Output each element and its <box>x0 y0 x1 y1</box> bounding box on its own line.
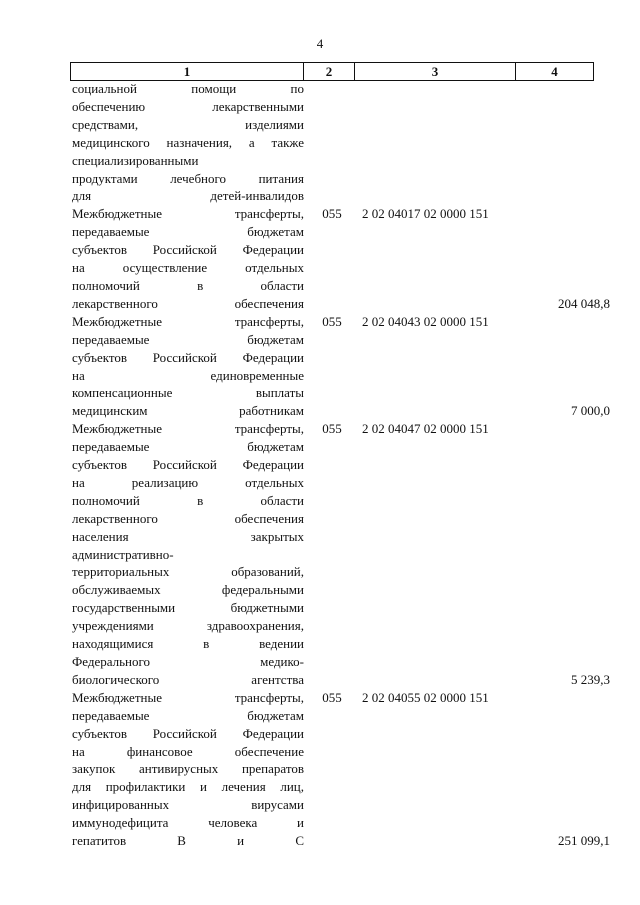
table-row <box>72 205 612 312</box>
description-line: передаваемые бюджетам <box>72 224 304 240</box>
description-line: продуктами лечебного питания <box>72 170 304 186</box>
description-line: субъектов Российской Федерации <box>72 349 304 365</box>
description-line: лекарственного обеспечения <box>72 295 304 311</box>
description-line: учреждениями здравоохранения, <box>72 618 304 634</box>
description-line: передаваемые бюджетам <box>72 331 304 347</box>
description-line: на осуществление отдельных <box>72 260 304 276</box>
header-col-1: 1 <box>71 63 304 81</box>
amount-cell <box>520 420 612 689</box>
budget-classification-code: 2 02 04017 02 0000 151 <box>362 206 489 222</box>
description-line: обеспечению лекарственными <box>72 98 304 114</box>
description-line: передаваемые бюджетам <box>72 707 304 723</box>
description-line: населения закрытых <box>72 528 304 544</box>
description-line: специализированными <box>72 152 199 168</box>
description-line: лекарственного обеспечения <box>72 510 304 526</box>
description-line: для профилактики и лечения лиц, <box>72 779 304 795</box>
table-body <box>72 80 612 850</box>
description-line: Межбюджетные трансферты, <box>72 206 304 222</box>
description-line: субъектов Российской Федерации <box>72 457 304 473</box>
row-description <box>72 313 304 420</box>
description-line: Межбюджетные трансферты, <box>72 689 304 705</box>
amount-cell <box>520 205 612 312</box>
amount-value: 7 000,0 <box>571 403 610 419</box>
description-line: обслуживаемых федеральными <box>72 582 304 598</box>
table-row <box>72 80 612 205</box>
description-line: медицинским работникам <box>72 403 304 419</box>
amount-cell <box>520 313 612 420</box>
description-line: биологического агентства <box>72 671 304 687</box>
description-line: социальной помощи по <box>72 81 304 96</box>
table-row <box>72 313 612 420</box>
description-line: на финансовое обеспечение <box>72 743 304 759</box>
admin-code: 055 <box>322 313 342 329</box>
budget-classification-code: 2 02 04047 02 0000 151 <box>362 421 489 437</box>
amount-cell <box>520 80 612 205</box>
description-line: средствами, изделиями <box>72 116 304 132</box>
header-col-4: 4 <box>516 63 594 81</box>
budget-classification-code: 2 02 04043 02 0000 151 <box>362 313 489 329</box>
description-line: медицинского назначения, а также <box>72 134 304 150</box>
description-line: субъектов Российской Федерации <box>72 725 304 741</box>
description-line: Межбюджетные трансферты, <box>72 421 304 437</box>
row-description <box>72 80 304 205</box>
admin-code: 055 <box>322 421 342 437</box>
description-line: компенсационные выплаты <box>72 385 304 401</box>
row-description <box>72 420 304 689</box>
description-line: территориальных образований, <box>72 564 304 580</box>
description-line: передаваемые бюджетам <box>72 439 304 455</box>
description-line: гепатитов В и С <box>72 833 304 849</box>
description-line: полномочий в области <box>72 492 304 508</box>
row-description <box>72 689 304 850</box>
description-line: государственными бюджетными <box>72 600 304 616</box>
description-line: инфицированных вирусами <box>72 797 304 813</box>
page-number: 4 <box>316 36 324 51</box>
table-row <box>72 420 612 689</box>
amount-value: 5 239,3 <box>571 671 610 687</box>
admin-code <box>304 80 356 205</box>
description-line: закупок антивирусных препаратов <box>72 761 304 777</box>
row-description <box>72 205 304 312</box>
amount-value: 204 048,8 <box>558 295 610 311</box>
header-col-3: 3 <box>355 63 516 81</box>
description-line: находящимися в ведении <box>72 636 304 652</box>
description-line: иммунодефицита человека и <box>72 815 304 831</box>
description-line: Федерального медико- <box>72 654 304 669</box>
admin-code: 055 <box>322 689 342 705</box>
budget-classification-code <box>356 80 520 205</box>
header-col-2: 2 <box>304 63 355 81</box>
description-line: на реализацию отдельных <box>72 474 304 490</box>
description-line: полномочий в области <box>72 277 304 293</box>
description-line: административно- <box>72 546 174 562</box>
description-line: субъектов Российской Федерации <box>72 242 304 258</box>
amount-value: 251 099,1 <box>558 833 610 849</box>
table-row <box>72 689 612 850</box>
budget-classification-code: 2 02 04055 02 0000 151 <box>362 689 489 705</box>
description-line: на единовременные <box>72 367 304 383</box>
description-line: Межбюджетные трансферты, <box>72 313 304 329</box>
admin-code: 055 <box>322 206 342 222</box>
table-header <box>70 62 594 81</box>
description-line: для детей-инвалидов <box>72 188 304 204</box>
amount-cell <box>520 689 612 850</box>
